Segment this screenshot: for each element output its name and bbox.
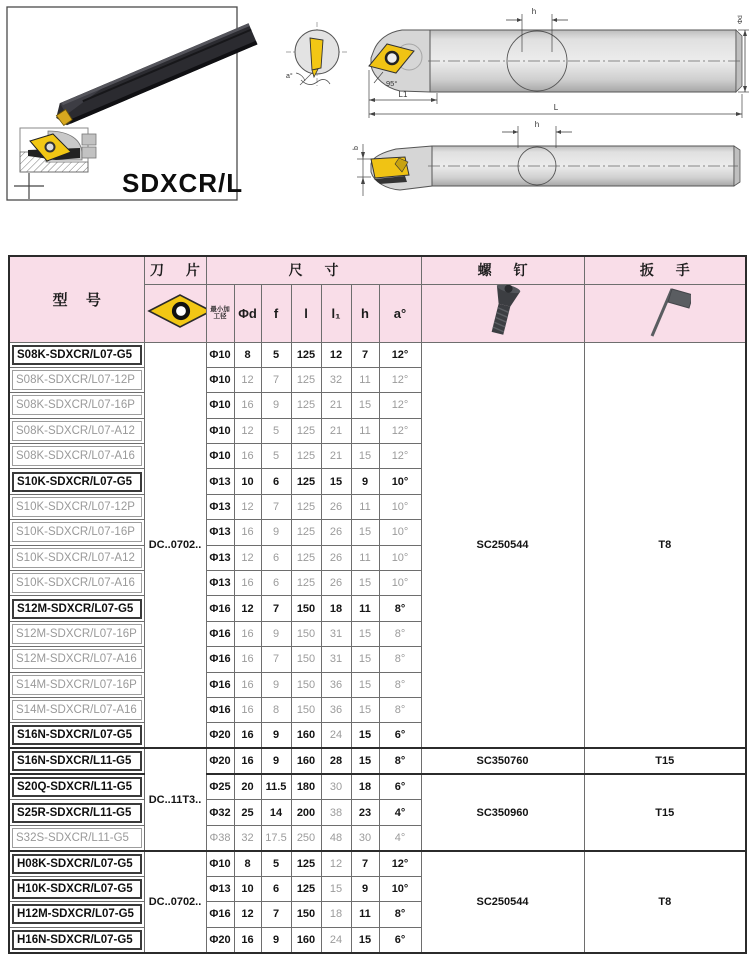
screw-cell: SC250544 [421, 342, 584, 748]
screw-icon [481, 285, 525, 337]
dim-value: 24 [321, 927, 351, 953]
dim-value: 16 [234, 393, 261, 418]
col-header-h: h [351, 284, 379, 342]
dim-value: 15 [351, 697, 379, 722]
dim-value: 125 [291, 876, 321, 901]
model-cell [9, 621, 144, 646]
dim-value: 160 [291, 723, 321, 749]
dim-value: 11.5 [261, 774, 291, 800]
dim-value: 160 [291, 748, 321, 774]
min-bore-value: Φ16 [206, 596, 234, 621]
dim-value: 18 [321, 902, 351, 927]
dim-value: 8 [234, 342, 261, 367]
dim-value: 8 [261, 697, 291, 722]
dim-value: 30 [351, 825, 379, 851]
min-bore-value: Φ10 [206, 851, 234, 877]
dim-value: 16 [234, 621, 261, 646]
dim-value: 8° [379, 748, 421, 774]
dim-value: 7 [261, 596, 291, 621]
dim-value: 21 [321, 393, 351, 418]
dim-value: 8° [379, 697, 421, 722]
screw-icon-cell [421, 284, 584, 342]
model-cell [9, 393, 144, 418]
model-label: S10K-SDXCR/L07-A12 [12, 548, 142, 568]
dim-value: 10° [379, 520, 421, 545]
model-label: S08K-SDXCR/L07-16P [12, 395, 142, 415]
wrench-cell: T8 [584, 851, 746, 953]
dim-label-l1: L1 [398, 90, 408, 99]
model-cell [9, 851, 144, 877]
min-bore-value: Φ16 [206, 672, 234, 697]
dim-value: 12 [234, 418, 261, 443]
table-row [9, 774, 746, 800]
min-bore-value: Φ32 [206, 800, 234, 825]
min-bore-value: Φ13 [206, 545, 234, 570]
dim-value: 6 [261, 469, 291, 494]
model-cell [9, 902, 144, 927]
model-label: H12M-SDXCR/L07-G5 [12, 904, 142, 924]
dim-value: 11 [351, 596, 379, 621]
model-label: S16N-SDXCR/L07-G5 [12, 725, 142, 745]
model-label: S08K-SDXCR/L07-G5 [12, 345, 142, 365]
hero-graphics [0, 0, 750, 252]
dim-value: 160 [291, 927, 321, 953]
dim-value: 6° [379, 774, 421, 800]
dim-value: 10° [379, 876, 421, 901]
screw-cell: SC350760 [421, 748, 584, 774]
model-cell [9, 697, 144, 722]
model-label: S10K-SDXCR/L07-12P [12, 497, 142, 517]
dim-value: 9 [351, 876, 379, 901]
model-cell [9, 723, 144, 749]
dim-value: 10° [379, 545, 421, 570]
dim-label-95: 95° [386, 79, 398, 88]
wrench-icon-cell [584, 284, 746, 342]
dim-value: 21 [321, 418, 351, 443]
dim-value: 16 [234, 723, 261, 749]
dim-value: 7 [261, 494, 291, 519]
dim-value: 17.5 [261, 825, 291, 851]
dim-value: 12° [379, 367, 421, 392]
dim-value: 24 [321, 723, 351, 749]
dim-value: 125 [291, 342, 321, 367]
dim-value: 5 [261, 851, 291, 877]
dim-value: 9 [261, 520, 291, 545]
dim-value: 16 [234, 647, 261, 672]
dim-value: 16 [234, 444, 261, 469]
dim-value: 16 [234, 520, 261, 545]
dim-value: 8° [379, 647, 421, 672]
dim-value: 12° [379, 444, 421, 469]
dim-value: 26 [321, 571, 351, 596]
dim-value: 48 [321, 825, 351, 851]
dim-value: 11 [351, 367, 379, 392]
dim-value: 12 [321, 851, 351, 877]
dim-value: 25 [234, 800, 261, 825]
col-header-dims: 尺 寸 [206, 256, 421, 284]
dim-value: 150 [291, 902, 321, 927]
min-bore-value: Φ13 [206, 520, 234, 545]
dim-value: 31 [321, 621, 351, 646]
model-label: S20Q-SDXCR/L11-G5 [12, 777, 142, 797]
dim-value: 4° [379, 800, 421, 825]
table-row [9, 851, 746, 877]
min-bore-value: Φ10 [206, 367, 234, 392]
dim-value: 250 [291, 825, 321, 851]
dim-value: 150 [291, 596, 321, 621]
dim-value: 30 [321, 774, 351, 800]
dim-value: 15 [351, 647, 379, 672]
screw-cell: SC250544 [421, 851, 584, 953]
dim-value: 125 [291, 418, 321, 443]
dim-value: 7 [351, 342, 379, 367]
dim-value: 15 [351, 393, 379, 418]
dim-value: 12° [379, 342, 421, 367]
dim-value: 31 [321, 647, 351, 672]
wrench-cell: T15 [584, 774, 746, 850]
dim-value: 12° [379, 418, 421, 443]
min-bore-value: Φ10 [206, 418, 234, 443]
model-label: S12M-SDXCR/L07-G5 [12, 599, 142, 619]
dim-value: 15 [351, 748, 379, 774]
model-cell [9, 800, 144, 825]
min-bore-value: Φ16 [206, 621, 234, 646]
dim-value: 18 [351, 774, 379, 800]
col-header-l: l [291, 284, 321, 342]
model-label: S10K-SDXCR/L07-A16 [12, 573, 142, 593]
dim-value: 9 [261, 748, 291, 774]
dim-value: 16 [234, 748, 261, 774]
dim-value: 7 [351, 851, 379, 877]
table-row [9, 342, 746, 367]
insert-cell: DC..0702.. [144, 342, 206, 748]
dim-value: 16 [234, 571, 261, 596]
dim-value: 125 [291, 367, 321, 392]
model-cell [9, 876, 144, 901]
model-label: S14M-SDXCR/L07-A16 [12, 700, 142, 720]
dim-value: 15 [351, 520, 379, 545]
dim-value: 21 [321, 444, 351, 469]
dim-value: 26 [321, 520, 351, 545]
dim-value: 16 [234, 672, 261, 697]
dim-value: 10° [379, 469, 421, 494]
min-bore-value: Φ10 [206, 444, 234, 469]
dim-value: 15 [321, 876, 351, 901]
min-bore-value: Φ20 [206, 748, 234, 774]
col-header-phid: Φd [234, 284, 261, 342]
model-label: S12M-SDXCR/L07-16P [12, 624, 142, 644]
model-cell [9, 672, 144, 697]
model-cell [9, 571, 144, 596]
model-label: S14M-SDXCR/L07-16P [12, 675, 142, 695]
product-spec-table [8, 255, 747, 954]
dim-value: 9 [261, 927, 291, 953]
dim-value: 12 [321, 342, 351, 367]
dim-value: 5 [261, 444, 291, 469]
dim-value: 32 [234, 825, 261, 851]
dim-label-h-top: h [534, 120, 540, 129]
model-cell [9, 748, 144, 774]
dim-value: 8° [379, 672, 421, 697]
photo-panel [7, 7, 257, 200]
min-bore-line2: 工径 [213, 313, 227, 320]
dim-value: 6 [261, 876, 291, 901]
col-header-f: f [261, 284, 291, 342]
model-cell [9, 825, 144, 851]
min-bore-value: Φ10 [206, 342, 234, 367]
model-cell [9, 469, 144, 494]
dim-value: 5 [261, 342, 291, 367]
dim-value: 11 [351, 545, 379, 570]
wrench-icon [639, 285, 691, 337]
col-header-insert: 刀 片 [144, 256, 206, 284]
dim-value: 12 [234, 902, 261, 927]
min-bore-value: Φ10 [206, 393, 234, 418]
model-label: H10K-SDXCR/L07-G5 [12, 879, 142, 899]
dim-value: 4° [379, 825, 421, 851]
table-row [9, 748, 746, 774]
dim-value: 125 [291, 469, 321, 494]
model-cell [9, 520, 144, 545]
dim-value: 150 [291, 697, 321, 722]
col-header-l1: l₁ [321, 284, 351, 342]
dim-value: 125 [291, 545, 321, 570]
dim-value: 26 [321, 545, 351, 570]
dim-value: 12° [379, 393, 421, 418]
min-bore-line1: 最小加 [210, 305, 230, 313]
dim-label-phid: Φd [737, 15, 744, 24]
dim-value: 15 [351, 927, 379, 953]
dim-value: 20 [234, 774, 261, 800]
dim-value: 15 [351, 621, 379, 646]
dim-value: 12 [234, 545, 261, 570]
model-label: S10K-SDXCR/L07-G5 [12, 472, 142, 492]
insert-cell: DC..0702.. [144, 851, 206, 953]
model-cell [9, 545, 144, 570]
model-cell [9, 342, 144, 367]
insert-icon-cell [144, 284, 206, 342]
dim-value: 6° [379, 927, 421, 953]
model-cell [9, 494, 144, 519]
top-view-drawing [353, 120, 740, 196]
model-label: S25R-SDXCR/L11-G5 [12, 803, 142, 823]
dim-value: 6 [261, 571, 291, 596]
model-cell [9, 444, 144, 469]
dim-value: 15 [351, 672, 379, 697]
dim-value: 125 [291, 494, 321, 519]
dim-value: 9 [351, 469, 379, 494]
min-bore-value: Φ20 [206, 723, 234, 749]
dim-value: 36 [321, 697, 351, 722]
dim-value: 12 [234, 494, 261, 519]
side-view-drawing [369, 7, 749, 118]
dim-value: 38 [321, 800, 351, 825]
min-bore-value: Φ13 [206, 494, 234, 519]
dim-label-l: L [553, 103, 559, 112]
dim-value: 180 [291, 774, 321, 800]
model-label: S08K-SDXCR/L07-12P [12, 370, 142, 390]
dim-value: 26 [321, 494, 351, 519]
min-bore-value: Φ16 [206, 647, 234, 672]
dim-value: 150 [291, 647, 321, 672]
model-cell [9, 596, 144, 621]
dim-value: 5 [261, 418, 291, 443]
dim-value: 15 [351, 444, 379, 469]
dim-value: 11 [351, 418, 379, 443]
min-bore-value: Φ38 [206, 825, 234, 851]
dim-value: 200 [291, 800, 321, 825]
dim-value: 10° [379, 494, 421, 519]
dim-value: 8° [379, 902, 421, 927]
min-bore-value: Φ13 [206, 469, 234, 494]
col-header-min-bore [206, 284, 234, 342]
dim-value: 6 [261, 545, 291, 570]
model-cell [9, 774, 144, 800]
dim-value: 10 [234, 876, 261, 901]
min-bore-value: Φ16 [206, 697, 234, 722]
dim-value: 28 [321, 748, 351, 774]
model-cell [9, 647, 144, 672]
screw-cell: SC350960 [421, 774, 584, 850]
min-bore-value: Φ13 [206, 876, 234, 901]
dim-label-h-side: h [531, 7, 537, 16]
dim-value: 32 [321, 367, 351, 392]
dim-value: 10 [234, 469, 261, 494]
col-header-a: a° [379, 284, 421, 342]
dim-value: 7 [261, 647, 291, 672]
model-cell [9, 927, 144, 953]
model-label: H08K-SDXCR/L07-G5 [12, 854, 142, 874]
dim-value: 150 [291, 621, 321, 646]
dim-value: 16 [234, 927, 261, 953]
dim-value: 9 [261, 621, 291, 646]
dim-value: 15 [351, 571, 379, 596]
dim-value: 16 [234, 697, 261, 722]
dim-value: 8° [379, 596, 421, 621]
col-header-screw: 螺 钉 [421, 256, 584, 284]
series-label: SDXCR/L [122, 168, 244, 198]
dim-value: 23 [351, 800, 379, 825]
dim-value: 125 [291, 520, 321, 545]
dim-value: 11 [351, 494, 379, 519]
dim-value: 7 [261, 902, 291, 927]
dim-value: 12 [234, 596, 261, 621]
wrench-cell: T8 [584, 342, 746, 748]
model-label: S08K-SDXCR/L07-A12 [12, 421, 142, 441]
model-cell [9, 367, 144, 392]
model-label: S08K-SDXCR/L07-A16 [12, 446, 142, 466]
dim-value: 8° [379, 621, 421, 646]
model-label: S16N-SDXCR/L11-G5 [12, 751, 142, 771]
dim-value: 7 [261, 367, 291, 392]
dim-value: 6° [379, 723, 421, 749]
dim-value: 15 [351, 723, 379, 749]
dim-label-a: a° [286, 73, 293, 80]
dim-value: 125 [291, 393, 321, 418]
dim-value: 9 [261, 672, 291, 697]
model-label: H16N-SDXCR/L07-G5 [12, 930, 142, 950]
dim-value: 36 [321, 672, 351, 697]
dim-value: 9 [261, 723, 291, 749]
dim-value: 14 [261, 800, 291, 825]
min-bore-value: Φ20 [206, 927, 234, 953]
col-header-wrench: 扳 手 [584, 256, 746, 284]
wrench-cell: T15 [584, 748, 746, 774]
model-cell [9, 418, 144, 443]
dim-value: 12 [234, 367, 261, 392]
dim-value: 12° [379, 851, 421, 877]
dim-value: 15 [321, 469, 351, 494]
dim-value: 10° [379, 571, 421, 596]
dim-value: 125 [291, 851, 321, 877]
min-bore-value: Φ16 [206, 902, 234, 927]
dim-value: 125 [291, 444, 321, 469]
col-header-model: 型 号 [9, 256, 144, 342]
min-bore-value: Φ25 [206, 774, 234, 800]
model-label: S10K-SDXCR/L07-16P [12, 522, 142, 542]
insert-icon [145, 291, 207, 331]
dim-label-b: b [353, 146, 360, 150]
dim-value: 150 [291, 672, 321, 697]
insert-cell: DC..11T3.. [144, 748, 206, 850]
dim-value: 11 [351, 902, 379, 927]
end-view-drawing [286, 22, 348, 86]
min-bore-value: Φ13 [206, 571, 234, 596]
model-label: S32S-SDXCR/L11-G5 [12, 828, 142, 848]
dim-value: 125 [291, 571, 321, 596]
dim-value: 8 [234, 851, 261, 877]
dim-value: 18 [321, 596, 351, 621]
model-label: S12M-SDXCR/L07-A16 [12, 649, 142, 669]
dim-value: 9 [261, 393, 291, 418]
